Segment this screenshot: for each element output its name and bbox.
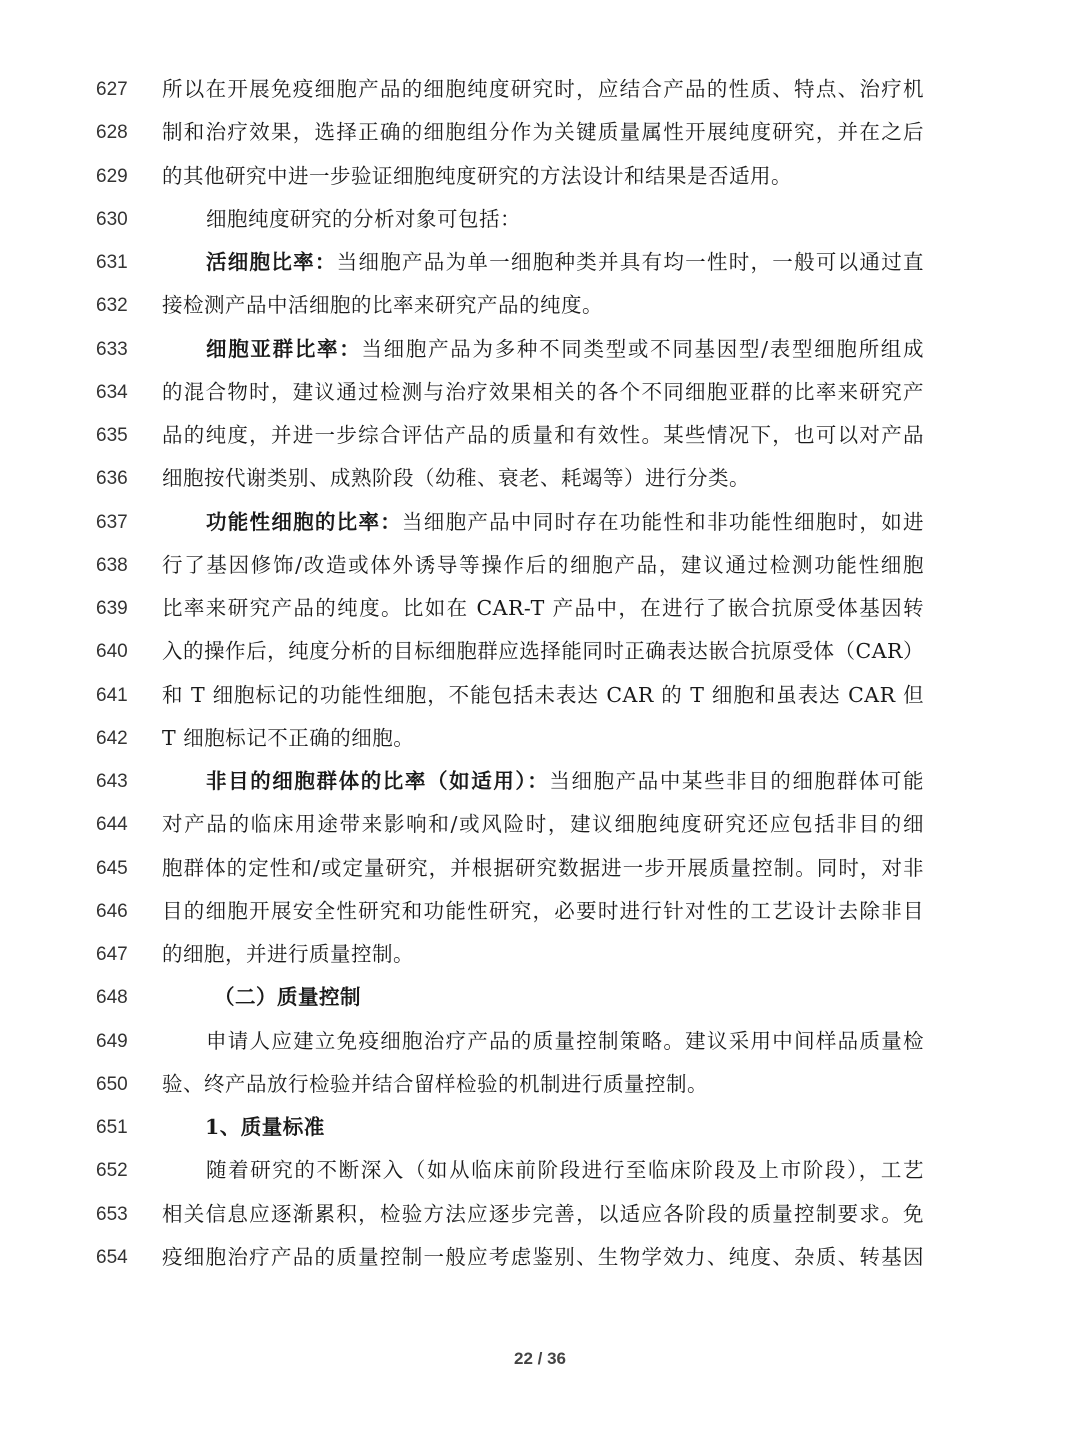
document-line (0, 718, 1080, 761)
document-line (0, 848, 1080, 891)
document-line (0, 112, 1080, 155)
line-number: 646 (96, 900, 128, 922)
line-text (162, 118, 924, 146)
document-line (0, 242, 1080, 285)
line-text-content: 相关信息应逐渐累积，检验方法应逐步完善，以适应各阶段的质量控制要求。免 (162, 1201, 924, 1226)
document-line (0, 588, 1080, 631)
line-number: 638 (96, 554, 128, 576)
line-text (162, 1200, 924, 1228)
line-number: 641 (96, 684, 128, 706)
line-number: 629 (96, 165, 128, 187)
line-number: 632 (96, 295, 128, 317)
line-number: 652 (96, 1160, 128, 1182)
line-text (162, 464, 924, 492)
document-body (0, 69, 1080, 1280)
line-number: 654 (96, 1246, 128, 1268)
line-text-content: 1、质量标准 (205, 1115, 325, 1139)
line-text-content: 随着研究的不断深入（如从临床前阶段进行至临床阶段及上市阶段），工艺 (206, 1158, 924, 1183)
line-number: 635 (96, 425, 128, 446)
line-text (206, 205, 924, 233)
document-line (0, 69, 1080, 112)
line-number: 634 (96, 381, 128, 403)
line-number: 644 (96, 814, 128, 836)
document-line (0, 675, 1080, 718)
document-line (0, 1064, 1080, 1107)
document-line (0, 1107, 1080, 1150)
line-number: 649 (96, 1030, 128, 1052)
line-text-content: 当细胞产品中某些非目的细胞群体可能 (549, 769, 924, 793)
line-number: 636 (96, 468, 128, 490)
line-text (162, 594, 924, 622)
line-text-content: 和 T 细胞标记的功能性细胞，不能包括未表达 CAR 的 T 细胞和虽表达 CAR 但 (162, 682, 924, 707)
line-text (162, 897, 924, 925)
line-text-content: 的混合物时，建议通过检测与治疗效果相关的各个不同细胞亚群的比率来研究产 (162, 379, 924, 404)
line-text (162, 162, 924, 190)
line-text (206, 767, 924, 795)
document-line (0, 458, 1080, 501)
line-number: 645 (96, 857, 128, 879)
line-text-content: 细胞纯度研究的分析对象可包括： (206, 206, 521, 231)
line-text-content: （二）质量控制 (214, 985, 361, 1010)
line-text-content: 入的操作后，纯度分析的目标细胞群应选择能同时正确表达嵌合抗原受体（CAR） (162, 639, 924, 664)
line-number: 627 (96, 79, 128, 100)
line-number: 648 (96, 987, 128, 1009)
line-number: 631 (96, 252, 128, 273)
document-line (0, 977, 1080, 1020)
line-text (162, 681, 924, 709)
line-number: 628 (96, 122, 128, 144)
line-text-content: 行了基因修饰/改造或体外诱导等操作后的细胞产品，建议通过检测功能性细胞 (162, 552, 924, 577)
line-text-content: 目的细胞开展安全性研究和功能性研究，必要时进行针对性的工艺设计去除非目 (162, 898, 924, 923)
line-text (162, 75, 924, 103)
section-heading (214, 983, 514, 1011)
line-text-content: 接检测产品中活细胞的比率来研究产品的纯度。 (162, 293, 603, 318)
line-text (206, 1156, 924, 1184)
line-text-content: 疫细胞治疗产品的质量控制一般应考虑鉴别、生物学效力、纯度、杂质、转基因 (162, 1244, 924, 1269)
term-label: 非目的细胞群体的比率（如适用）： (206, 769, 550, 793)
document-line (0, 1194, 1080, 1237)
line-text-content: 制和治疗效果，选择正确的细胞组分作为关键质量属性开展纯度研究，并在之后 (162, 120, 924, 145)
document-line (0, 415, 1080, 458)
line-number: 633 (96, 338, 128, 360)
line-text (206, 1027, 924, 1055)
line-number: 630 (96, 208, 128, 230)
line-text (206, 335, 924, 363)
line-text-content: 细胞按代谢类别、成熟阶段（幼稚、衰老、耗竭等）进行分类。 (162, 466, 750, 491)
line-text (162, 1070, 924, 1098)
line-text-content: 品的纯度，并进一步综合评估产品的质量和有效性。某些情况下，也可以对产品 (162, 423, 924, 447)
document-line (0, 156, 1080, 199)
line-text-content: 所以在开展免疫细胞产品的细胞纯度研究时，应结合产品的性质、特点、治疗机 (162, 77, 924, 101)
line-text-content: T 细胞标记不正确的细胞。 (162, 725, 415, 750)
line-text (162, 637, 924, 665)
line-number: 647 (96, 944, 128, 965)
document-line (0, 545, 1080, 588)
line-text-content: 对产品的临床用途带来影响和/或风险时，建议细胞纯度研究还应包括非目的细 (162, 812, 924, 837)
line-text-content: 当细胞产品为多种不同类型或不同基因型/表型细胞所组成 (361, 336, 924, 361)
line-number: 637 (96, 511, 128, 533)
line-number: 639 (96, 598, 128, 619)
document-line (0, 1021, 1080, 1064)
line-text-content: 当细胞产品为单一细胞种类并具有均一性时，一般可以通过直 (336, 250, 924, 274)
line-text (162, 378, 924, 406)
line-text (206, 248, 924, 276)
line-number: 650 (96, 1073, 128, 1095)
document-line (0, 1237, 1080, 1280)
line-number: 642 (96, 727, 128, 749)
line-number: 643 (96, 771, 128, 792)
document-line (0, 631, 1080, 674)
line-text (206, 508, 924, 536)
line-number: 651 (96, 1117, 128, 1138)
section-heading (205, 1113, 505, 1141)
line-text (162, 551, 924, 579)
line-text-content: 的其他研究中进一步验证细胞纯度研究的方法设计和结果是否适用。 (162, 163, 792, 188)
term-label: 细胞亚群比率： (206, 336, 362, 361)
term-label: 活细胞比率： (206, 250, 337, 274)
line-text-content: 胞群体的定性和/或定量研究，并根据研究数据进一步开展质量控制。同时，对非 (162, 855, 924, 880)
line-text (162, 291, 924, 319)
line-text (162, 1243, 924, 1271)
document-line (0, 502, 1080, 545)
line-text-content: 申请人应建立免疫细胞治疗产品的质量控制策略。建议采用中间样品质量检 (206, 1028, 924, 1053)
document-line (0, 372, 1080, 415)
line-text (162, 854, 924, 882)
line-number: 653 (96, 1203, 128, 1225)
line-text-content: 验、终产品放行检验并结合留样检验的机制进行质量控制。 (162, 1071, 708, 1096)
document-line (0, 934, 1080, 977)
document-line (0, 1150, 1080, 1193)
document-line (0, 891, 1080, 934)
line-text (162, 724, 924, 752)
page-number: 22 / 36 (514, 1349, 566, 1368)
document-line (0, 804, 1080, 847)
document-line (0, 199, 1080, 242)
term-label: 功能性细胞的比率： (206, 509, 403, 534)
line-text-content: 比率来研究产品的纯度。比如在 CAR-T 产品中，在进行了嵌合抗原受体基因转 (162, 596, 924, 620)
document-line (0, 285, 1080, 328)
document-line (0, 329, 1080, 372)
line-text-content: 当细胞产品中同时存在功能性和非功能性细胞时，如进 (402, 509, 924, 534)
document-line (0, 761, 1080, 804)
line-text (162, 421, 924, 449)
line-text-content: 的细胞，并进行质量控制。 (162, 942, 414, 966)
line-text (162, 940, 924, 968)
line-text (162, 810, 924, 838)
line-number: 640 (96, 641, 128, 663)
